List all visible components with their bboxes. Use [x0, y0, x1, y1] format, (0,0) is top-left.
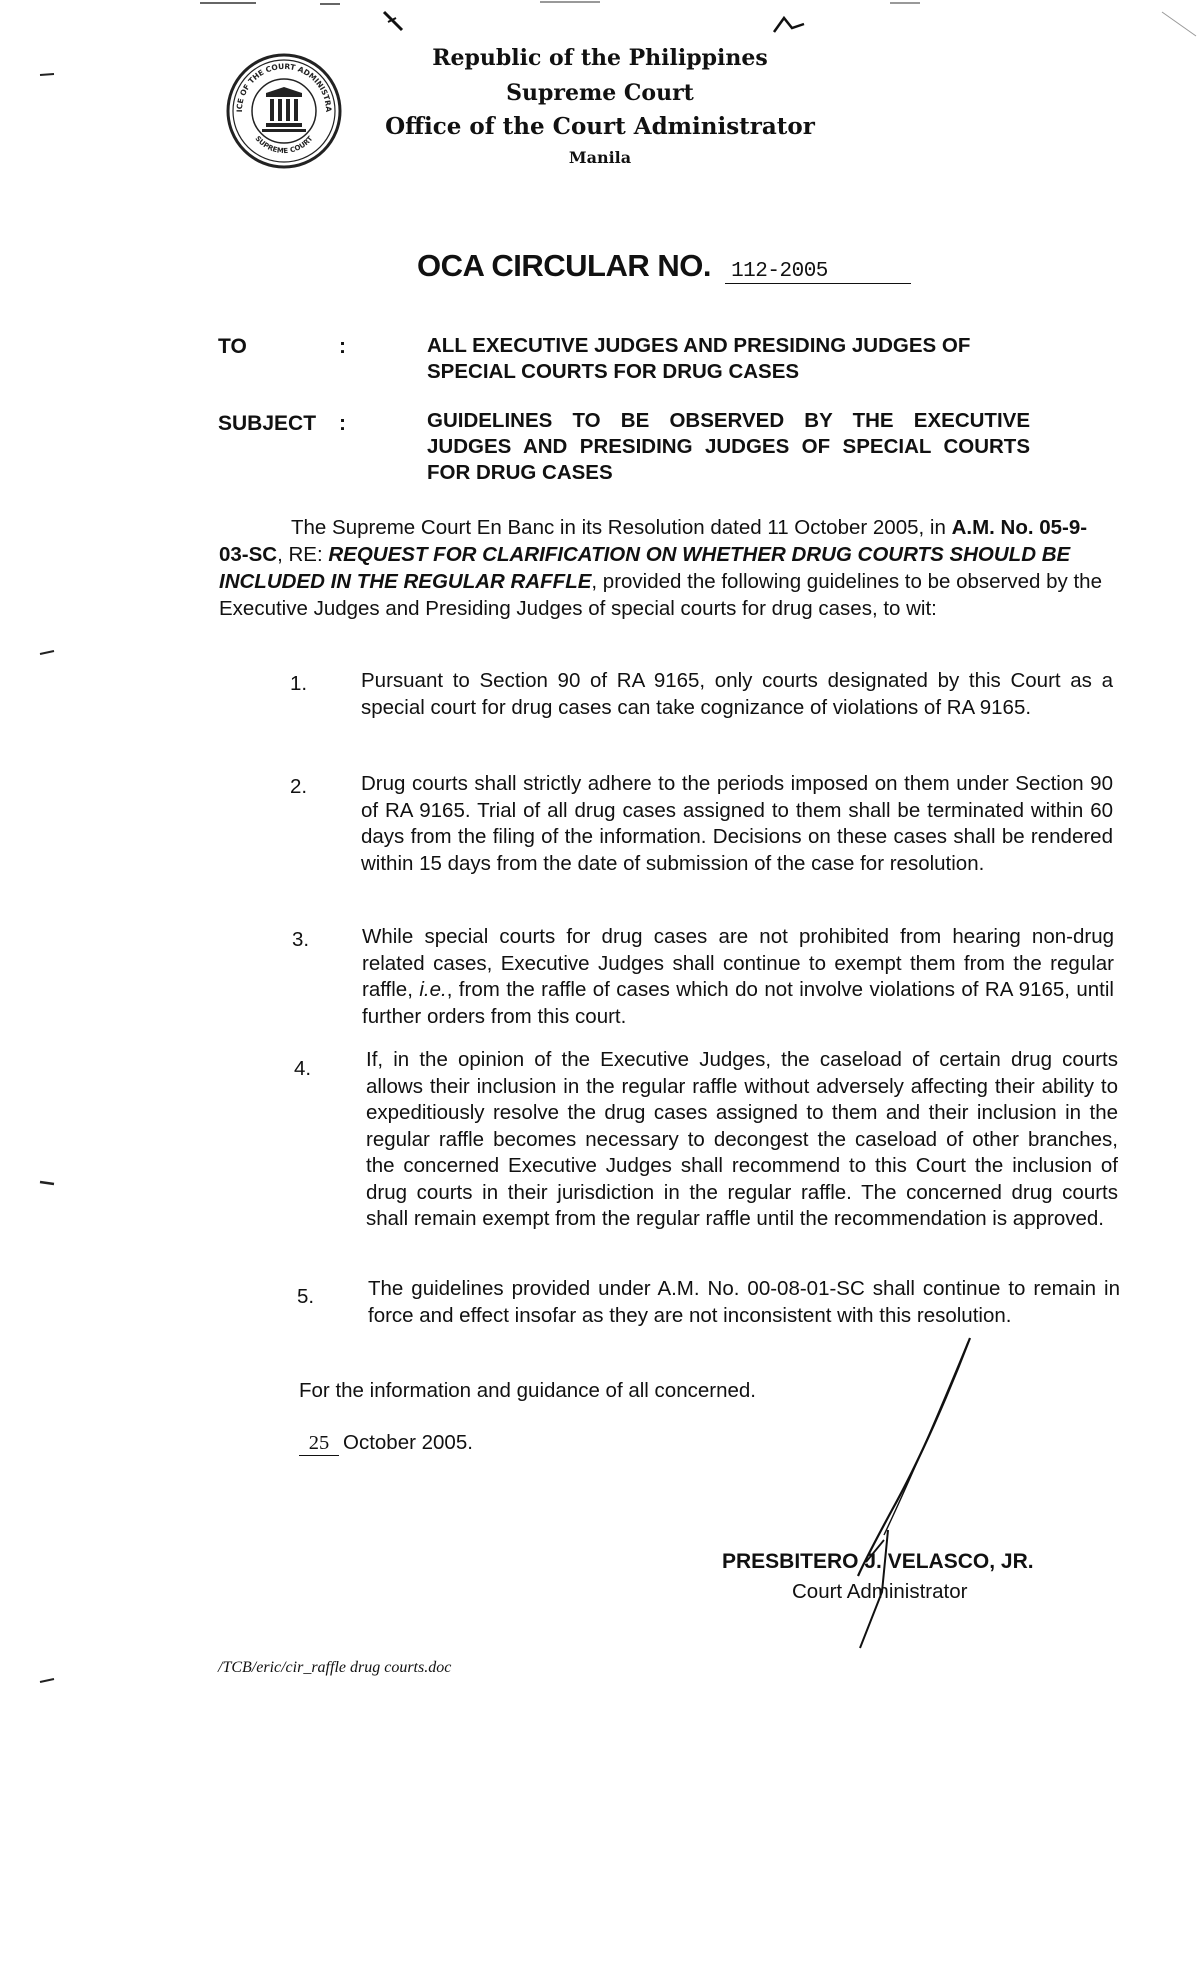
- header-supreme-court: Supreme Court: [506, 80, 694, 106]
- subject-text: GUIDELINES TO BE OBSERVED BY THE EXECUTIVE JUDGES AND PRESIDING JUDGES OF SPECIAL COURTS FOR DRUG CASES: [427, 409, 1030, 484]
- intro-text-3: , provided the following guidelines to be observed by the Executive Judges and Presiding Judges of special courts for drug cases, to wit:: [219, 570, 1102, 620]
- to-colon: :: [339, 335, 346, 358]
- item-1-text: Pursuant to Section 90 of RA 9165, only courts designated by this Court as a special court for drug cases can take cognizance of violations of RA 9165.: [361, 669, 1113, 719]
- scan-speck: [770, 8, 810, 38]
- scan-speck: [38, 70, 58, 80]
- circular-title-label: OCA CIRCULAR NO.: [417, 248, 711, 283]
- item-2-text: Drug courts shall strictly adhere to the periods imposed on them under Section 90 of RA 9165. Trial of all drug cases assigned to them shall be terminated within 60 days from the filing of the information. Decisions on these cases shall be rendered within 15 days from the date of submission of the case for resolution.: [361, 772, 1113, 875]
- to-text: ALL EXECUTIVE JUDGES AND PRESIDING JUDGES OF SPECIAL COURTS FOR DRUG CASES: [427, 334, 971, 383]
- item-4-number: 4.: [294, 1057, 312, 1080]
- scan-speck: [38, 1676, 58, 1686]
- intro-re-title: REQUEST FOR CLARIFICATION ON WHETHER DRUG COURTS SHOULD BE INCLUDED IN THE REGULAR RAFFLE: [219, 543, 1071, 593]
- item-3-text-a: While special courts for drug cases are not prohibited from hearing non-drug related cases, Executive Judges shall continue to exempt them from the regular raffle,: [362, 925, 1114, 1001]
- header-office: Office of the Court Administrator: [385, 113, 815, 140]
- closing-date: [299, 1431, 473, 1456]
- svg-text:SUPREME COURT: SUPREME COURT: [253, 134, 315, 156]
- intro-paragraph: [219, 514, 1109, 622]
- svg-text:OFFICE OF THE COURT ADMINISTRA: ICE OF THE COURT ADMINISTRA: [234, 61, 334, 113]
- closing-date-month-year: October 2005.: [343, 1431, 473, 1454]
- item-3-number: 3.: [292, 928, 310, 951]
- signature-mark: [800, 1330, 980, 1670]
- item-5-text: The guidelines provided under A.M. No. 00-08-01-SC shall continue to remain in force and effect insofar as they are not inconsistent with this resolution.: [368, 1277, 1120, 1327]
- circular-number: 112-2005: [725, 261, 911, 284]
- signatory-title: Court Administrator: [792, 1580, 968, 1603]
- intro-text-2: , RE:: [277, 543, 329, 566]
- closing-statement: For the information and guidance of all concerned.: [299, 1379, 756, 1402]
- intro-text-1: The Supreme Court En Banc in its Resolution dated 11 October 2005, in: [291, 516, 952, 539]
- header-city: Manila: [568, 148, 632, 167]
- item-1-number: 1.: [290, 672, 308, 695]
- item-3-text: [362, 924, 1114, 1030]
- circular-title: [417, 248, 911, 284]
- signatory-name: PRESBITERO J. VELASCO, JR.: [722, 1550, 1034, 1573]
- subject-colon: :: [339, 412, 346, 435]
- item-3-text-b: , from the raffle of cases which do not involve violations of RA 9165, until further orders from this court.: [362, 978, 1114, 1028]
- scan-speck: [38, 1178, 58, 1188]
- scan-speck: [380, 8, 410, 38]
- scan-corner-mark: [1160, 10, 1200, 40]
- intro-am-number: A.M. No. 05-9-03-SC: [219, 516, 1088, 566]
- scan-speck: [38, 648, 58, 658]
- item-4-text: If, in the opinion of the Executive Judges, the caseload of certain drug courts allows their inclusion in the regular raffle without adversely affecting their ability to expeditiously resolve the drug cases assigned to them and their inclusion in the regular raffle becomes necessary to decongest the caseload of other branches, the concerned Executive Judges shall recommend to this Court the inclusion of drug courts in their jurisdiction in the regular raffle. The concerned drug courts shall remain exempt from the regular raffle until the recommendation is approved.: [366, 1048, 1118, 1230]
- header-republic: Republic of the Philippines: [432, 45, 768, 71]
- to-label: TO: [218, 335, 247, 358]
- item-3-ie: i.e.: [419, 978, 447, 1001]
- item-2-number: 2.: [290, 775, 308, 798]
- subject-label: SUBJECT: [218, 412, 317, 435]
- court-seal-icon: [226, 53, 342, 169]
- closing-date-day: 25: [299, 1432, 339, 1456]
- scan-edge-marks: [0, 0, 1200, 20]
- file-path: /TCB/eric/cir_raffle drug courts.doc: [218, 1659, 452, 1676]
- item-5-number: 5.: [297, 1285, 315, 1308]
